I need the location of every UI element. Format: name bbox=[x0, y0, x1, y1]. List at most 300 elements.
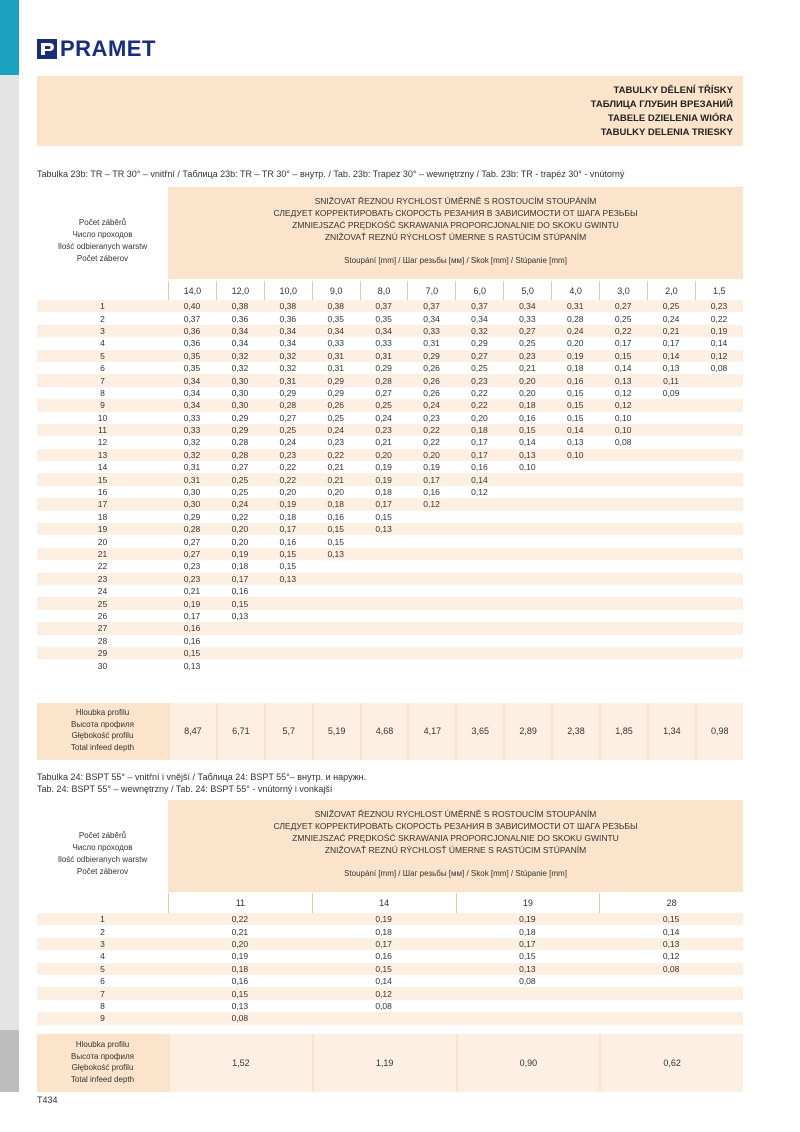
table1-header bbox=[37, 187, 743, 279]
infeed-cell: 0,34 bbox=[423, 313, 440, 324]
infeed-cell: 0,19 bbox=[423, 462, 440, 473]
infeed-cell: 0,30 bbox=[231, 387, 249, 398]
infeed-cell bbox=[647, 622, 695, 634]
table-row bbox=[37, 498, 743, 510]
infeed-cell bbox=[408, 622, 456, 634]
infeed-cell bbox=[503, 548, 551, 560]
pass-number-cell: 30 bbox=[97, 660, 108, 671]
infeed-cell bbox=[455, 610, 503, 622]
infeed-cell: 0,15 bbox=[264, 548, 312, 560]
infeed-cell bbox=[599, 1012, 743, 1024]
infeed-cell bbox=[647, 412, 695, 424]
infeed-cell bbox=[264, 659, 312, 671]
depth-value: 4,68 bbox=[360, 703, 408, 760]
table-row bbox=[37, 350, 743, 362]
infeed-cell bbox=[695, 424, 743, 436]
infeed-cell bbox=[312, 585, 360, 597]
infeed-cell: 0,08 bbox=[614, 437, 632, 448]
message-line: ZNIŽOVAŤ REZNÚ RÝCHLOSŤ ÚMERNE S RASTÚCIM STÚPANÍM bbox=[324, 845, 587, 855]
infeed-cell: 0,36 bbox=[168, 325, 216, 337]
infeed-cell bbox=[503, 647, 551, 659]
infeed-cell bbox=[456, 987, 600, 999]
infeed-cell: 0,27 bbox=[231, 462, 249, 473]
infeed-cell bbox=[599, 473, 647, 485]
pass-number-cell: 4 bbox=[100, 338, 105, 349]
infeed-cell: 0,27 bbox=[375, 387, 392, 398]
infeed-cell: 0,21 bbox=[231, 926, 249, 937]
side-tab-bottom bbox=[0, 1030, 19, 1092]
infeed-cell: 0,23 bbox=[264, 449, 312, 461]
infeed-cell bbox=[312, 597, 360, 609]
infeed-cell: 0,22 bbox=[408, 424, 456, 436]
infeed-cell bbox=[312, 659, 360, 671]
infeed-cell: 0,26 bbox=[423, 387, 440, 398]
infeed-cell bbox=[695, 486, 743, 498]
infeed-cell: 0,23 bbox=[423, 412, 440, 423]
table2-depth-label bbox=[37, 1039, 168, 1085]
table-row bbox=[37, 659, 743, 671]
pass-number-cell: 29 bbox=[37, 647, 168, 659]
row-label-line: Число проходов bbox=[72, 843, 133, 852]
title-line: TABULKY DĚLENÍ TŘÍSKY bbox=[613, 85, 733, 96]
caption-line: Tabulka 24: BSPT 55° – vnitřní i vnější / Таблица 24: BSPT 55°– внутр. и наружн. bbox=[37, 772, 367, 782]
table-row bbox=[37, 635, 743, 647]
table2-pitch-row bbox=[168, 893, 743, 913]
infeed-cell: 0,25 bbox=[327, 412, 344, 423]
infeed-cell: 0,13 bbox=[456, 963, 600, 975]
infeed-cell: 0,33 bbox=[375, 338, 392, 349]
infeed-cell: 0,12 bbox=[408, 498, 456, 510]
depth-value: 0,98 bbox=[695, 703, 743, 760]
infeed-cell: 0,17 bbox=[183, 610, 201, 621]
pass-number-cell: 4 bbox=[100, 951, 105, 962]
infeed-cell bbox=[695, 610, 743, 622]
table1-row-label bbox=[37, 217, 168, 265]
table1-pitch-label: Stoupání [mm] / Шаг резьбы [мм] / Skok [mm] / Stúpanie [mm] bbox=[344, 256, 567, 265]
infeed-cell: 0,16 bbox=[183, 635, 201, 646]
infeed-cell: 0,22 bbox=[455, 399, 503, 411]
infeed-cell: 0,28 bbox=[360, 374, 408, 386]
pass-number-cell: 12 bbox=[97, 437, 108, 448]
infeed-cell bbox=[312, 610, 360, 622]
infeed-cell: 0,18 bbox=[279, 511, 297, 522]
infeed-cell bbox=[312, 622, 360, 634]
infeed-cell: 0,32 bbox=[264, 350, 312, 362]
pitch-header: 14,0 bbox=[168, 281, 216, 301]
infeed-cell: 0,28 bbox=[566, 313, 584, 324]
infeed-cell: 0,14 bbox=[710, 338, 728, 349]
infeed-cell bbox=[503, 535, 551, 547]
depth-value: 5,19 bbox=[312, 703, 360, 760]
infeed-cell bbox=[455, 548, 503, 560]
infeed-cell: 0,24 bbox=[551, 325, 599, 337]
table-row bbox=[37, 312, 743, 324]
infeed-cell bbox=[551, 647, 599, 659]
message-line: SNIŽOVAT ŘEZNOU RYCHLOST ÚMĚRNĚ S ROSTOUCÍM STOUPÁNÍM bbox=[314, 809, 597, 819]
infeed-cell bbox=[503, 511, 551, 523]
infeed-cell: 0,29 bbox=[408, 350, 456, 362]
infeed-cell: 0,34 bbox=[264, 325, 312, 337]
infeed-cell bbox=[695, 622, 743, 634]
pass-number-cell: 16 bbox=[97, 487, 108, 498]
infeed-cell: 0,26 bbox=[312, 399, 360, 411]
table-row bbox=[37, 387, 743, 399]
infeed-cell bbox=[408, 585, 456, 597]
infeed-cell bbox=[647, 511, 695, 523]
infeed-cell: 0,33 bbox=[183, 412, 201, 423]
infeed-cell bbox=[360, 622, 408, 634]
pass-number-cell: 18 bbox=[97, 511, 108, 522]
caption-line: Tab. 24: BSPT 55° – wewnętrzny / Tab. 24: BSPT 55° - vnútorný i vonkajší bbox=[37, 784, 333, 794]
table-row bbox=[37, 573, 743, 585]
infeed-cell: 0,13 bbox=[662, 363, 680, 374]
pass-number-cell: 6 bbox=[100, 976, 105, 987]
infeed-cell: 0,36 bbox=[183, 338, 201, 349]
infeed-cell bbox=[695, 647, 743, 659]
infeed-cell: 0,31 bbox=[327, 363, 344, 374]
infeed-cell bbox=[551, 486, 599, 498]
infeed-cell: 0,31 bbox=[312, 350, 360, 362]
depth-value: 1,34 bbox=[647, 703, 695, 760]
infeed-cell: 0,22 bbox=[710, 313, 728, 324]
infeed-cell bbox=[647, 560, 695, 572]
infeed-cell: 0,24 bbox=[375, 412, 392, 423]
infeed-cell: 0,29 bbox=[375, 363, 392, 374]
infeed-cell: 0,21 bbox=[375, 437, 392, 448]
pass-number-cell: 28 bbox=[97, 635, 108, 646]
infeed-cell bbox=[695, 399, 743, 411]
infeed-cell bbox=[551, 585, 599, 597]
infeed-cell: 0,27 bbox=[503, 325, 551, 337]
infeed-cell bbox=[695, 412, 743, 424]
infeed-cell bbox=[408, 647, 456, 659]
infeed-cell: 0,28 bbox=[231, 437, 249, 448]
infeed-cell: 0,15 bbox=[216, 597, 264, 609]
infeed-cell: 0,14 bbox=[519, 437, 536, 448]
table-row bbox=[37, 300, 743, 312]
infeed-cell bbox=[647, 399, 695, 411]
infeed-cell bbox=[360, 585, 408, 597]
table-row bbox=[37, 412, 743, 424]
infeed-cell: 0,16 bbox=[375, 951, 392, 962]
infeed-cell: 0,15 bbox=[168, 987, 312, 999]
table2-pitch-label: Stoupání [mm] / Шаг резьбы [мм] / Skok [mm] / Stúpanie [mm] bbox=[344, 869, 567, 878]
depth-label-line: Total infeed depth bbox=[70, 742, 135, 752]
depth-value: 5,7 bbox=[264, 703, 312, 760]
infeed-cell bbox=[455, 498, 503, 510]
pass-number-cell: 11 bbox=[37, 424, 168, 436]
table-row bbox=[37, 950, 743, 962]
pitch-header: 5,0 bbox=[503, 281, 551, 301]
infeed-cell bbox=[695, 635, 743, 647]
infeed-cell bbox=[599, 449, 647, 461]
infeed-cell bbox=[503, 560, 551, 572]
table-row bbox=[37, 473, 743, 485]
infeed-cell: 0,17 bbox=[264, 523, 312, 535]
pass-number-cell: 22 bbox=[97, 561, 108, 572]
infeed-cell bbox=[503, 622, 551, 634]
infeed-cell: 0,32 bbox=[216, 350, 264, 362]
infeed-cell: 0,34 bbox=[168, 374, 216, 386]
infeed-cell: 0,19 bbox=[312, 913, 456, 925]
infeed-cell: 0,33 bbox=[168, 424, 216, 436]
infeed-cell bbox=[360, 560, 408, 572]
infeed-cell: 0,29 bbox=[279, 387, 297, 398]
infeed-cell: 0,34 bbox=[183, 387, 201, 398]
infeed-cell bbox=[360, 659, 408, 671]
table-row bbox=[37, 1000, 743, 1012]
infeed-cell bbox=[312, 635, 360, 647]
infeed-cell: 0,20 bbox=[566, 338, 584, 349]
infeed-cell bbox=[599, 511, 647, 523]
infeed-cell: 0,25 bbox=[614, 313, 632, 324]
infeed-cell bbox=[599, 585, 647, 597]
row-label-line: Počet záběrů bbox=[78, 218, 127, 227]
infeed-cell: 0,36 bbox=[231, 313, 249, 324]
infeed-cell: 0,19 bbox=[375, 462, 392, 473]
infeed-cell: 0,37 bbox=[455, 300, 503, 312]
infeed-cell: 0,08 bbox=[375, 1000, 392, 1011]
infeed-cell: 0,33 bbox=[327, 338, 344, 349]
infeed-cell bbox=[216, 622, 264, 634]
infeed-cell bbox=[599, 659, 647, 671]
pass-number-cell: 24 bbox=[97, 586, 108, 597]
infeed-cell bbox=[599, 461, 647, 473]
table1-depth-label bbox=[37, 707, 168, 753]
infeed-cell: 0,29 bbox=[216, 424, 264, 436]
infeed-cell: 0,33 bbox=[408, 325, 456, 337]
infeed-cell bbox=[216, 647, 264, 659]
infeed-cell: 0,25 bbox=[471, 363, 488, 374]
infeed-cell bbox=[551, 498, 599, 510]
infeed-cell: 0,29 bbox=[183, 511, 201, 522]
infeed-cell bbox=[599, 1000, 743, 1012]
infeed-cell: 0,19 bbox=[168, 597, 216, 609]
infeed-cell: 0,29 bbox=[327, 387, 344, 398]
infeed-cell: 0,14 bbox=[375, 976, 392, 987]
infeed-cell: 0,16 bbox=[423, 487, 440, 498]
table-row bbox=[37, 925, 743, 937]
depth-value: 1,85 bbox=[599, 703, 647, 760]
infeed-cell: 0,20 bbox=[216, 523, 264, 535]
infeed-cell bbox=[647, 573, 695, 585]
infeed-cell: 0,15 bbox=[566, 387, 584, 398]
infeed-cell bbox=[599, 548, 647, 560]
infeed-cell bbox=[695, 573, 743, 585]
infeed-cell: 0,17 bbox=[216, 573, 264, 585]
infeed-cell: 0,24 bbox=[408, 399, 456, 411]
infeed-cell: 0,12 bbox=[312, 987, 456, 999]
infeed-cell: 0,08 bbox=[710, 363, 728, 374]
infeed-cell: 0,17 bbox=[455, 449, 503, 461]
infeed-cell bbox=[264, 610, 312, 622]
infeed-cell: 0,37 bbox=[183, 313, 201, 324]
infeed-cell bbox=[455, 560, 503, 572]
infeed-cell: 0,25 bbox=[231, 487, 249, 498]
infeed-cell bbox=[599, 635, 647, 647]
infeed-cell bbox=[647, 548, 695, 560]
pitch-header: 12,0 bbox=[216, 281, 264, 301]
infeed-cell bbox=[360, 635, 408, 647]
table-row bbox=[37, 461, 743, 473]
table-row bbox=[37, 1012, 743, 1024]
depth-label-line: Hloubka profilu bbox=[75, 1040, 130, 1049]
infeed-cell: 0,21 bbox=[183, 586, 201, 597]
infeed-cell: 0,18 bbox=[566, 363, 584, 374]
infeed-cell bbox=[647, 523, 695, 535]
row-label-line: Počet záberov bbox=[76, 867, 129, 876]
infeed-cell: 0,15 bbox=[312, 523, 360, 535]
infeed-cell bbox=[551, 548, 599, 560]
table-row bbox=[37, 647, 743, 659]
table-row bbox=[37, 399, 743, 411]
infeed-cell: 0,24 bbox=[216, 498, 264, 510]
depth-value: 4,17 bbox=[407, 703, 455, 760]
infeed-cell bbox=[695, 498, 743, 510]
infeed-cell bbox=[408, 610, 456, 622]
infeed-cell: 0,37 bbox=[408, 300, 456, 312]
infeed-cell: 0,19 bbox=[551, 350, 599, 362]
table2-caption bbox=[37, 771, 366, 795]
infeed-cell: 0,22 bbox=[471, 387, 488, 398]
message-line: ZMNIEJSZAĆ PRĘDKOŚĆ SKRAWANIA PROPORCJONALNIE DO SKOKU GWINTU bbox=[292, 833, 619, 843]
infeed-cell: 0,16 bbox=[519, 412, 536, 423]
message-line: SNIŽOVAT ŘEZNOU RYCHLOST ÚMĚRNĚ S ROSTOUCÍM STOUPÁNÍM bbox=[314, 196, 597, 206]
infeed-cell: 0,27 bbox=[168, 548, 216, 560]
title-line: ТАБЛИЦА ГЛУБИН ВРЕЗАНИЙ bbox=[590, 99, 733, 110]
infeed-cell bbox=[599, 975, 743, 987]
table-row bbox=[37, 610, 743, 622]
infeed-cell bbox=[551, 573, 599, 585]
infeed-cell: 0,19 bbox=[231, 951, 249, 962]
pass-number-cell: 8 bbox=[100, 387, 105, 398]
table1-pitch-row bbox=[168, 281, 743, 301]
message-line: СЛЕДУЕТ КОРРЕКТИРОВАТЬ СКОРОСТЬ РЕЗАНИЯ В ЗАВИСИМОСТИ ОТ ШАГА РЕЗЬБЫ bbox=[273, 821, 638, 831]
infeed-cell bbox=[551, 535, 599, 547]
infeed-cell bbox=[695, 374, 743, 386]
infeed-cell: 0,18 bbox=[519, 926, 536, 937]
depth-label-line: Высота профиля bbox=[71, 719, 134, 729]
infeed-cell: 0,09 bbox=[662, 387, 680, 398]
infeed-cell: 0,12 bbox=[614, 387, 632, 398]
infeed-cell: 0,31 bbox=[183, 462, 201, 473]
pitch-header: 1,5 bbox=[695, 281, 743, 301]
table-row bbox=[37, 622, 743, 634]
infeed-cell: 0,10 bbox=[551, 449, 599, 461]
infeed-cell bbox=[695, 523, 743, 535]
table1-depth-values bbox=[168, 703, 743, 760]
infeed-cell bbox=[408, 597, 456, 609]
infeed-cell bbox=[455, 573, 503, 585]
table-row bbox=[37, 325, 743, 337]
logo-wordmark: PRAMET bbox=[60, 36, 156, 61]
infeed-cell: 0,23 bbox=[695, 300, 743, 312]
depth-value: 6,71 bbox=[216, 703, 264, 760]
infeed-cell: 0,29 bbox=[471, 338, 488, 349]
message-line: ZNIŽOVAŤ REZNÚ RÝCHLOSŤ ÚMERNE S RASTÚCIM STÚPANÍM bbox=[324, 232, 587, 242]
infeed-cell: 0,28 bbox=[216, 449, 264, 461]
infeed-cell bbox=[264, 635, 312, 647]
pass-number-cell: 17 bbox=[37, 498, 168, 510]
pass-number-cell: 10 bbox=[97, 412, 108, 423]
infeed-cell bbox=[503, 498, 551, 510]
infeed-cell bbox=[503, 597, 551, 609]
infeed-cell: 0,13 bbox=[231, 1000, 249, 1011]
table-row bbox=[37, 424, 743, 436]
infeed-cell: 0,25 bbox=[519, 338, 536, 349]
table2-message-band bbox=[168, 800, 743, 892]
page-number: T434 bbox=[37, 1095, 58, 1105]
infeed-cell bbox=[264, 622, 312, 634]
infeed-cell: 0,24 bbox=[279, 437, 297, 448]
infeed-cell bbox=[599, 560, 647, 572]
infeed-cell: 0,21 bbox=[327, 462, 344, 473]
table1-body bbox=[37, 300, 743, 672]
infeed-cell: 0,17 bbox=[614, 338, 632, 349]
infeed-cell: 0,38 bbox=[312, 300, 360, 312]
pass-number-cell: 7 bbox=[37, 374, 168, 386]
infeed-cell: 0,10 bbox=[614, 412, 632, 423]
infeed-cell: 0,15 bbox=[312, 963, 456, 975]
infeed-cell: 0,13 bbox=[360, 523, 408, 535]
infeed-cell bbox=[599, 622, 647, 634]
infeed-cell bbox=[647, 535, 695, 547]
infeed-cell bbox=[647, 659, 695, 671]
table2-depth-row bbox=[37, 1034, 743, 1092]
table-row bbox=[37, 337, 743, 349]
infeed-cell: 0,35 bbox=[375, 313, 392, 324]
infeed-cell bbox=[695, 548, 743, 560]
infeed-cell: 0,22 bbox=[279, 462, 297, 473]
infeed-cell: 0,27 bbox=[599, 300, 647, 312]
infeed-cell: 0,23 bbox=[455, 374, 503, 386]
infeed-cell: 0,16 bbox=[231, 586, 249, 597]
infeed-cell: 0,13 bbox=[264, 573, 312, 585]
row-label-line: Počet záberov bbox=[76, 254, 129, 263]
table-row bbox=[37, 374, 743, 386]
pitch-header: 10,0 bbox=[264, 281, 312, 301]
infeed-cell bbox=[551, 597, 599, 609]
infeed-cell bbox=[695, 387, 743, 399]
infeed-cell bbox=[695, 659, 743, 671]
infeed-cell: 0,22 bbox=[231, 511, 249, 522]
infeed-cell bbox=[312, 647, 360, 659]
title-line: TABELE DZIELENIA WIÓRA bbox=[607, 113, 733, 124]
infeed-cell: 0,34 bbox=[312, 325, 360, 337]
table-row bbox=[37, 436, 743, 448]
infeed-cell: 0,15 bbox=[551, 399, 599, 411]
infeed-cell bbox=[599, 486, 647, 498]
infeed-cell bbox=[695, 473, 743, 485]
infeed-cell: 0,15 bbox=[168, 647, 216, 659]
infeed-cell bbox=[408, 573, 456, 585]
infeed-cell bbox=[551, 511, 599, 523]
infeed-cell bbox=[216, 635, 264, 647]
infeed-cell: 0,18 bbox=[375, 926, 392, 937]
pass-number-cell: 1 bbox=[37, 913, 168, 925]
infeed-cell: 0,25 bbox=[360, 399, 408, 411]
infeed-cell bbox=[408, 635, 456, 647]
infeed-cell bbox=[695, 560, 743, 572]
pass-number-cell: 27 bbox=[37, 622, 168, 634]
infeed-cell bbox=[695, 436, 743, 448]
infeed-cell: 0,32 bbox=[279, 363, 297, 374]
infeed-cell: 0,23 bbox=[168, 573, 216, 585]
infeed-cell: 0,11 bbox=[647, 374, 695, 386]
depth-value: 1,19 bbox=[312, 1034, 456, 1092]
infeed-cell: 0,20 bbox=[327, 487, 344, 498]
infeed-cell bbox=[360, 597, 408, 609]
